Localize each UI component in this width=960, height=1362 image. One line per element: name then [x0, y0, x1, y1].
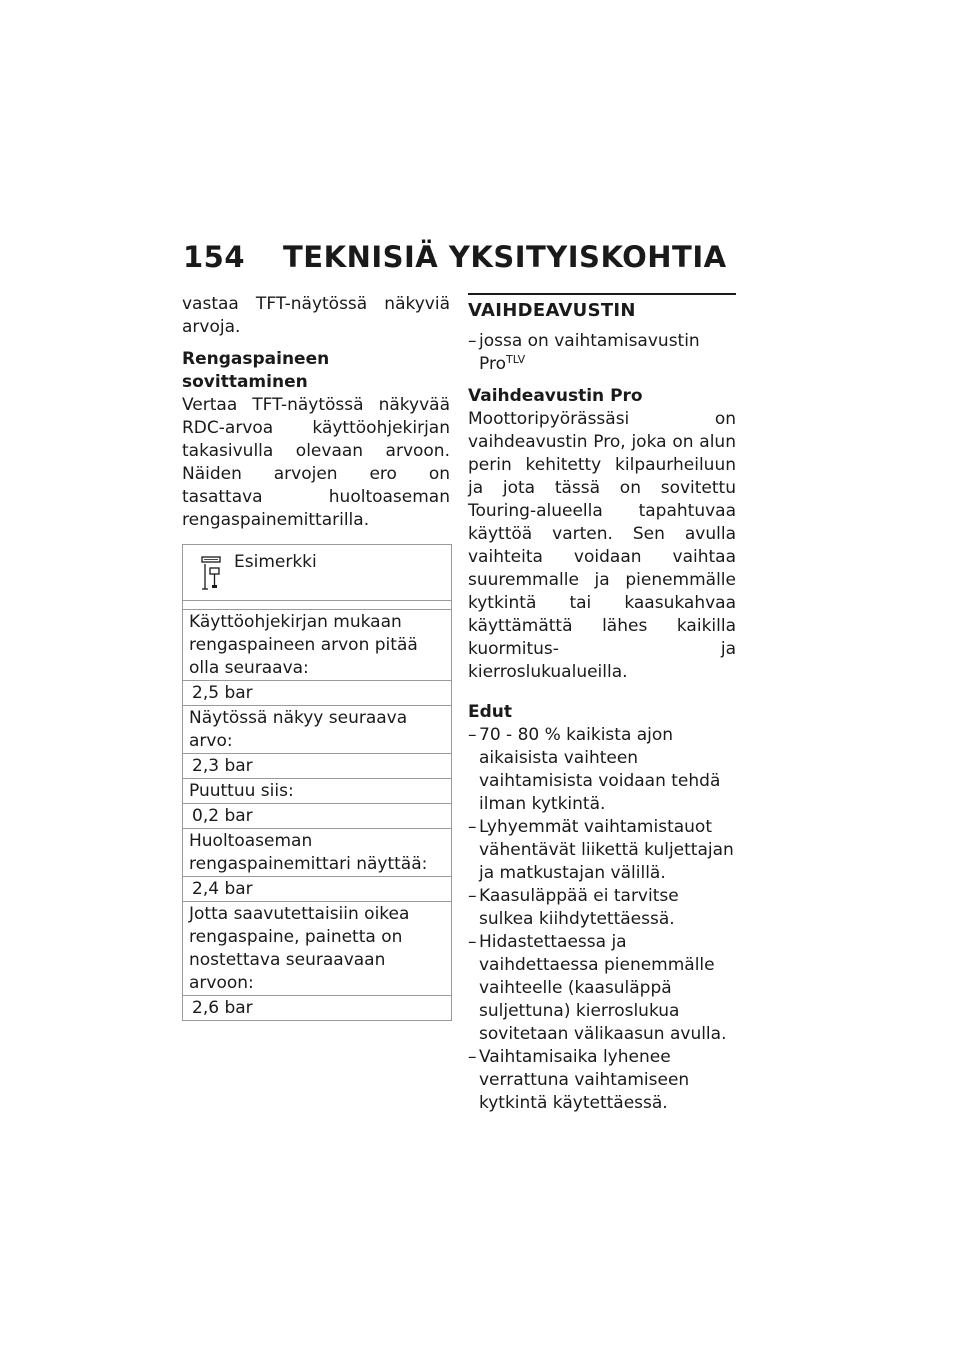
example-row: Puuttuu siis:: [183, 779, 451, 804]
availability-code: TLV: [505, 353, 526, 366]
availability-text: jossa on vaihtamisavustin Pro: [479, 331, 700, 374]
gear-assistant-paragraph: Moottoripyörässäsi on vaihdeavustin Pro, joka on alun perin kehitetty kilpaurheiluun ja jota tässä on sovitettu Touring-alueella tapahtuvaa käyttöä varten. Sen avulla vaihteita voidaan vaihtaa suuremmalle ja pienemmälle kytkintä tai kaasukahvaa käyttämättä lähes kaikilla kuormitus- ja kierroslukualueilla.: [468, 409, 736, 682]
example-row: Huoltoaseman rengaspainemittari näyttää:: [183, 829, 451, 877]
benefit-item: – Vaihtamisaika lyhenee verrattuna vaihtamiseen kytkintä käytettäessä.: [468, 1046, 736, 1115]
subheading-gear-assistant-pro: Vaihdeavustin Pro: [468, 386, 643, 406]
right-column: [468, 293, 736, 1124]
example-value: 0,2 bar: [183, 804, 451, 829]
benefits-list: [468, 724, 736, 1115]
example-header: [183, 545, 451, 601]
example-row: Näytössä näkyy seuraava arvo:: [183, 706, 451, 754]
availability-list: [468, 330, 736, 376]
example-label: Esimerkki: [234, 552, 317, 572]
page-number: 154: [183, 240, 246, 274]
example-box: [182, 544, 452, 1021]
tire-pressure-gauge-icon: [199, 555, 225, 591]
example-value: 2,4 bar: [183, 877, 451, 902]
benefit-item: – Lyhyemmät vaihtamistauot vähentävät liikettä kuljettajan ja matkustajan välillä.: [468, 816, 736, 885]
availability-item: [468, 330, 736, 376]
tire-pressure-paragraph: Vertaa TFT-näytössä näkyvää RDC-arvoa käyttöohjekirjan takasivulla olevaan arvoon. Näiden arvojen ero on tasattava huoltoaseman rengaspainemittarilla.: [182, 395, 450, 530]
page-header: [183, 240, 743, 274]
example-value: 2,3 bar: [183, 754, 451, 779]
subheading-benefits: Edut: [468, 702, 513, 722]
example-value: 2,6 bar: [192, 998, 253, 1018]
section-title-gear-assistant: VAIHDEAVUSTIN: [468, 293, 736, 322]
intro-paragraph: vastaa TFT-näytössä näkyviä arvoja.: [182, 294, 450, 337]
left-column: [182, 293, 450, 1021]
example-row: Jotta saavutettaisiin oikea rengaspaine, painetta on nostettava seuraavaan arvoon:: [183, 902, 451, 996]
page-title: TEKNISIÄ YKSITYISKOHTIA: [283, 240, 727, 274]
example-value: 2,5 bar: [183, 681, 451, 706]
benefit-item: – Hidastettaessa ja vaihdettaessa pienemmälle vaihteelle (kaasuläppä suljettuna) kierroslukua sovitetaan välikaasun avulla.: [468, 931, 736, 1046]
subheading-tire-pressure: Rengaspaineen sovittaminen: [182, 349, 330, 392]
benefit-item: – 70 - 80 % kaikista ajon aikaisista vaihteen vaihtamisista voidaan tehdä ilman kytkintä.: [468, 724, 736, 816]
example-row: Käyttöohjekirjan mukaan rengaspaineen arvon pitää olla seuraava:: [183, 609, 451, 681]
benefit-item: – Kaasuläppää ei tarvitse sulkea kiihdytettäessä.: [468, 885, 736, 931]
